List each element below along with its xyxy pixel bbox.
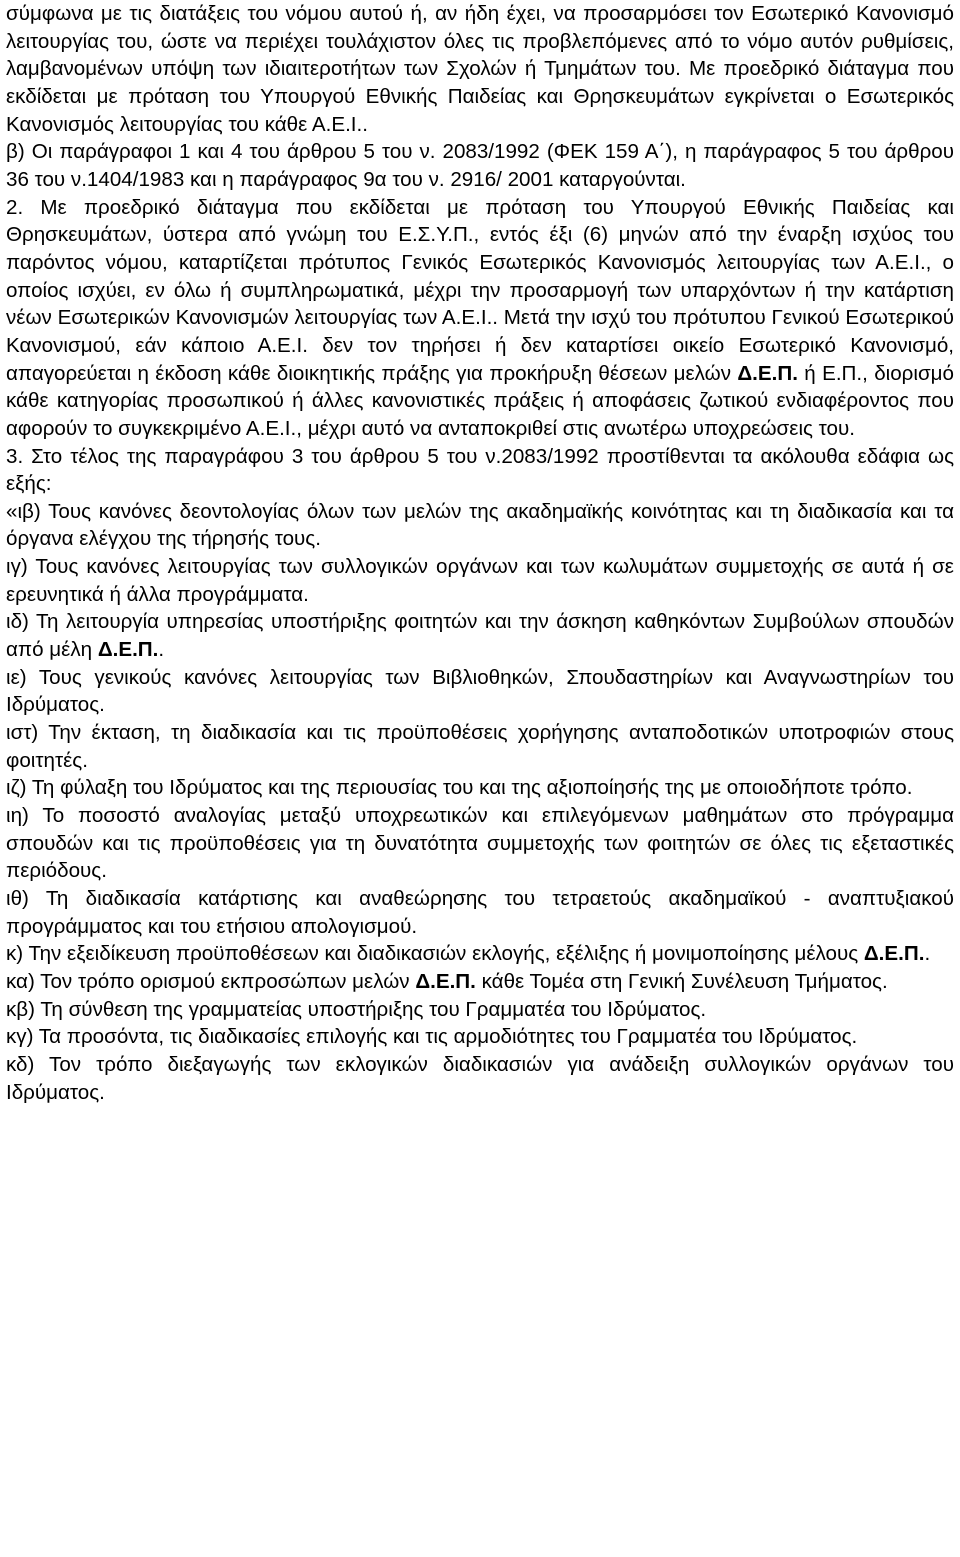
text-segment: «ιβ) Τους κανόνες δεοντολογίας όλων των μελών της ακαδημαϊκής κοινότητας και τη διαδικασία και τα όργανα ελέγχου της τήρησής τους.: [6, 499, 954, 551]
text-segment: ιγ) Τους κανόνες λειτουργίας των συλλογικών οργάνων και των κωλυμάτων συμμετοχής σε αυτά ή σε ερευνητικά ή άλλα προγράμματα.: [6, 555, 954, 606]
paragraph-item-ig: [6, 553, 954, 608]
text-segment: κβ) Τη σύνθεση της γραμματείας υποστήριξης του Γραμματέα του Ιδρύματος.: [6, 997, 707, 1021]
paragraph-item-ist: [6, 719, 954, 774]
paragraph-item-ib: [6, 498, 954, 553]
paragraph-item-ka: [6, 968, 954, 996]
text-segment: κα) Τον τρόπο ορισμού εκπροσώπων μελών: [6, 969, 416, 993]
paragraph-item-iz: [6, 774, 954, 802]
text-segment: 2. Με προεδρικό διάταγμα που εκδίδεται με πρόταση του Υπουργού Εθνικής Παιδείας και Θρησκευμάτων, ύστερα από γνώμη του Ε.Σ.Υ.Π., εντός έξι (6) μηνών από την έναρξη ισχύος του παρόντος νόμου, καταρτίζεται πρότυπος Γενικός Εσωτερικός Κανονισμός λειτουργίας των Α.Ε.Ι., ο οποίος ισχύει, εν όλω ή συμπληρωματικά, μέχρι την προσαρμογή των υπαρχόντων ή την κατάρτιση νέων Εσωτερικών Κανονισμών λειτουργίας των Α.Ε.Ι.. Μετά την ισχύ του πρότυπου Γενικού Εσωτερικού Κανονισμού, εάν κάποιο Α.Ε.Ι. δεν τον τηρήσει ή δεν καταρτίσει οικείο Εσωτερικό Κανονισμό, απαγορεύεται η έκδοση κάθε διοικητικής πράξης για προκήρυξη θέσεων μελών: [6, 195, 954, 385]
bold-abbreviation: Δ.Ε.Π.: [415, 969, 476, 993]
text-segment: ιε) Τους γενικούς κανόνες λειτουργίας των Βιβλιοθηκών, Σπουδαστηρίων και Αναγνωστηρίων του Ιδρύματος.: [6, 665, 954, 717]
text-segment: κάθε Τομέα στη Γενική Συνέλευση Τμήματος.: [475, 969, 888, 993]
bold-abbreviation: Δ.Ε.Π.: [737, 361, 798, 385]
text-segment: ιδ) Τη λειτουργία υπηρεσίας υποστήριξης φοιτητών και την άσκηση καθηκόντων Συμβούλων σπουδών από μέλη: [6, 610, 954, 662]
text-segment: ιθ) Τη διαδικασία κατάρτισης και αναθεώρησης του τετραετούς ακαδημαϊκού - αναπτυξιακού προγράμματος και του ετήσιου απολογισμού.: [6, 887, 954, 938]
paragraph-item-kd: [6, 1051, 954, 1106]
text-segment: κδ) Τον τρόπο διεξαγωγής των εκλογικών διαδικασιών για ανάδειξη συλλογικών οργάνων του Ιδρύματος.: [6, 1052, 954, 1104]
paragraph-item-k: [6, 940, 954, 968]
bold-abbreviation: Δ.Ε.Π.: [97, 638, 159, 662]
paragraph-item-ih: [6, 802, 954, 885]
paragraph-item-ith: [6, 885, 954, 940]
text-segment: ιζ) Τη φύλαξη του Ιδρύματος και της περιουσίας του και της αξιοποίησής της με οποιοδήποτε τρόπο.: [6, 776, 913, 800]
text-segment: ιη) Το ποσοστό αναλογίας μεταξύ υποχρεωτικών και επιλεγόμενων μαθημάτων στο πρόγραμμα σπουδών και τις προϋποθέσεις για τη δυνατότητα συμμετοχής των φοιτητών σε όλες τις εξεταστικές περιόδους.: [6, 804, 954, 883]
text-segment: ή Ε.Π., διορισμό κάθε κατηγορίας προσωπικού ή άλλες κανονιστικές πράξεις ή αποφάσεις ζωτικού ενδιαφέροντος που αφορούν το συγκεκριμένο Α.Ε.Ι., μέχρι αυτό να ανταποκριθεί στις ανωτέρω υποχρεώσεις του.: [6, 361, 955, 440]
paragraph-item-id: [6, 608, 954, 663]
bold-abbreviation: Δ.Ε.Π.: [863, 942, 925, 966]
paragraph-2: [6, 194, 954, 443]
text-segment: κ) Την εξειδίκευση προϋποθέσεων και διαδικασιών εκλογής, εξέλιξης ή μονιμοποίησης μέλους: [6, 942, 864, 966]
paragraph-continuation: [6, 0, 954, 138]
text-segment: σύμφωνα με τις διατάξεις του νόμου αυτού ή, αν ήδη έχει, να προσαρμόσει τον Εσωτερικό Κανονισμό λειτουργίας του, ώστε να περιέχει τουλάχιστον όλες τις προβλεπόμενες από το νόμο αυτόν ρυθμίσεις, λαμβανομένων υπόψη των ιδιαιτεροτήτων των Σχολών ή Τμημάτων του. Με προεδρικό διάταγμα που εκδίδεται με πρόταση του Υπουργού Εθνικής Παιδείας και Θρησκευμάτων εγκρίνεται ο Εσωτερικός Κανονισμός λειτουργίας του κάθε Α.Ε.Ι..: [6, 2, 954, 136]
paragraph-item-b: [6, 138, 954, 193]
paragraph-item-ie: [6, 664, 954, 719]
text-segment: ιστ) Την έκταση, τη διαδικασία και τις προϋποθέσεις χορήγησης ανταποδοτικών υποτροφιών στους φοιτητές.: [6, 721, 954, 772]
paragraph-3: [6, 443, 954, 498]
text-segment: β) Οι παράγραφοι 1 και 4 του άρθρου 5 του ν. 2083/1992 (ΦΕΚ 159 Α΄), η παράγραφος 5 του άρθρου 36 του ν.1404/1983 και η παράγραφος 9α του ν. 2916/ 2001 καταργούνται.: [6, 140, 954, 191]
text-segment: κγ) Τα προσόντα, τις διαδικασίες επιλογής και τις αρμοδιότητες του Γραμματέα του Ιδρύματος.: [6, 1025, 858, 1049]
paragraph-item-kb: [6, 996, 954, 1024]
text-segment: .: [158, 638, 165, 662]
text-segment: 3. Στο τέλος της παραγράφου 3 του άρθρου 5 του ν.2083/1992 προστίθενται τα ακόλουθα εδάφια ως εξής:: [6, 444, 954, 496]
text-segment: .: [924, 942, 931, 966]
paragraph-item-kg: [6, 1023, 954, 1051]
